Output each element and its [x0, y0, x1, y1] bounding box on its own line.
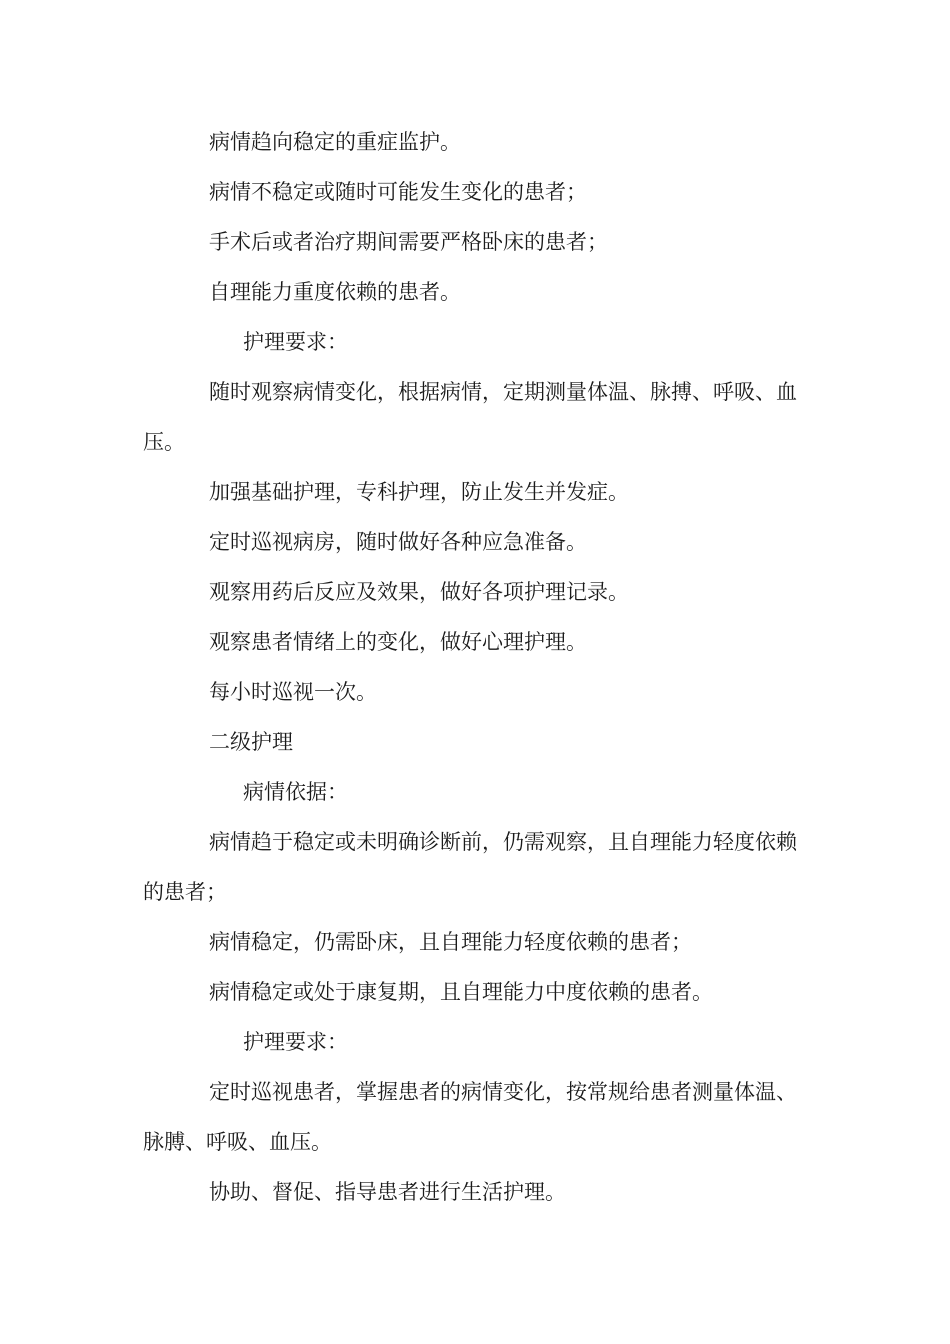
paragraph: 观察用药后反应及效果，做好各项护理记录。	[209, 580, 629, 604]
paragraph: 每小时巡视一次。	[209, 680, 377, 704]
paragraph: 手术后或者治疗期间需要严格卧床的患者；	[209, 230, 608, 254]
paragraph: 病情趋向稳定的重症监护。	[209, 130, 461, 154]
paragraph: 病情不稳定或随时可能发生变化的患者；	[209, 180, 587, 204]
paragraph: 病情稳定，仍需卧床，且自理能力轻度依赖的患者；	[209, 930, 692, 954]
subheading-condition-basis: 病情依据：	[243, 780, 348, 804]
section-heading-level-two-care: 二级护理	[209, 730, 293, 754]
subheading-care-requirements: 护理要求：	[243, 1030, 348, 1054]
paragraph: 病情稳定或处于康复期，且自理能力中度依赖的患者。	[209, 980, 713, 1004]
paragraph: 病情趋于稳定或未明确诊断前，仍需观察，且自理能力轻度依赖的患者；	[143, 830, 797, 904]
paragraph: 随时观察病情变化，根据病情，定期测量体温、脉搏、呼吸、血压。	[143, 380, 797, 454]
paragraph: 定时巡视患者，掌握患者的病情变化，按常规给患者测量体温、脉膊、呼吸、血压。	[143, 1080, 797, 1154]
subheading-care-requirements: 护理要求：	[243, 330, 348, 354]
paragraph: 协助、督促、指导患者进行生活护理。	[209, 1180, 566, 1204]
paragraph: 加强基础护理，专科护理，防止发生并发症。	[209, 480, 629, 504]
paragraph: 自理能力重度依赖的患者。	[209, 280, 461, 304]
document-body	[143, 117, 813, 1217]
paragraph: 观察患者情绪上的变化，做好心理护理。	[209, 630, 587, 654]
paragraph: 定时巡视病房，随时做好各种应急准备。	[209, 530, 587, 554]
